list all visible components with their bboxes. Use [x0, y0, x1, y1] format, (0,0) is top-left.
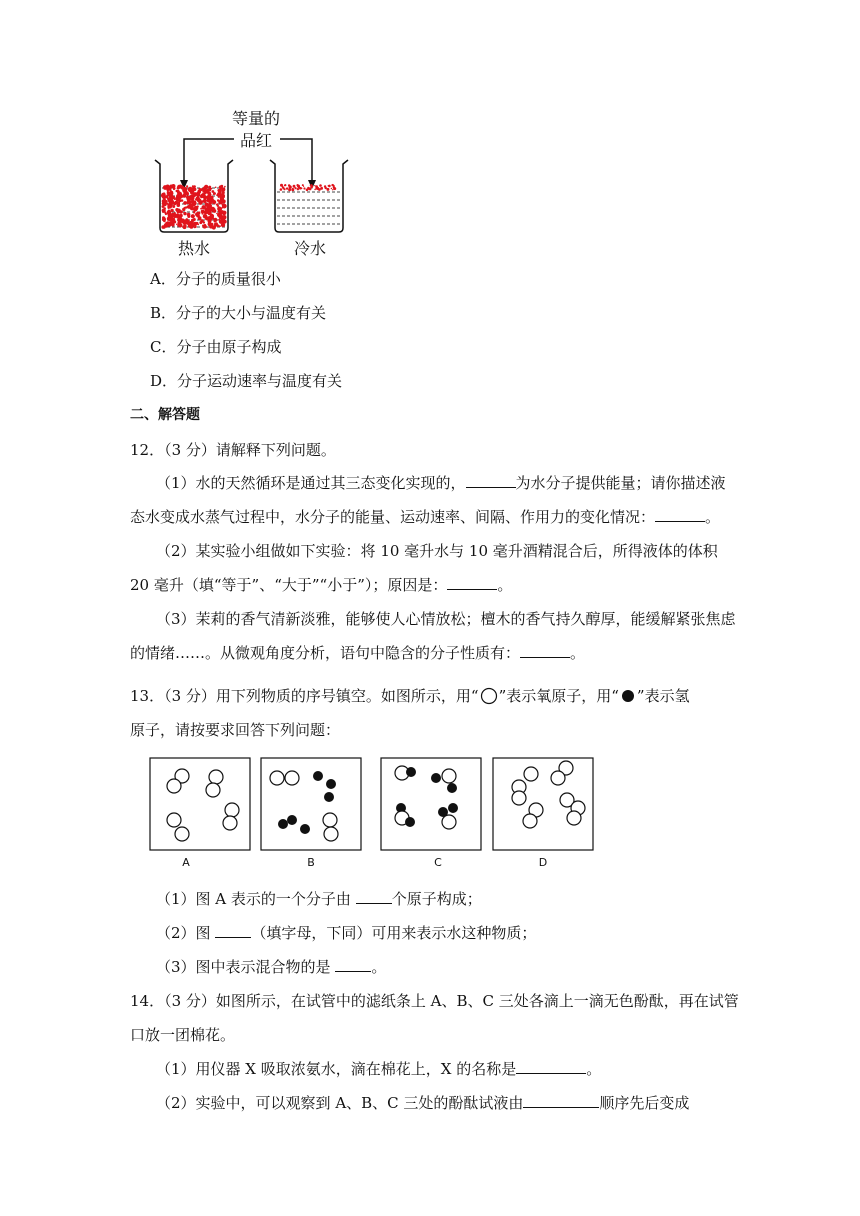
hydrogen-atom [326, 779, 336, 789]
hydrogen-atom [448, 803, 458, 813]
beaker-diagram [140, 100, 360, 262]
dye-particle [204, 211, 208, 215]
dye-particle [326, 188, 329, 191]
q12-part2-line2: 20 毫升（填“等于”、“大于”“小于”）；原因是： 。 [130, 576, 513, 594]
oxygen-atom [323, 813, 337, 827]
dye-particle [294, 187, 295, 188]
dye-particle [192, 189, 195, 192]
dye-particle [297, 185, 299, 187]
option-a: A．分子的质量很小 [150, 270, 281, 288]
answer-blank[interactable] [655, 507, 705, 522]
oxygen-atom [524, 767, 538, 781]
dye-particle [212, 190, 215, 193]
dye-particle [166, 186, 170, 190]
dye-particle [210, 188, 212, 190]
oxygen-atom [206, 783, 220, 797]
q13-part2: （2）图 （填字母，下同）可用来表示水这种物质； [156, 924, 537, 942]
oxygen-atom [442, 769, 456, 783]
hydrogen-atom [406, 767, 416, 777]
hot-water-label: 热水 [177, 239, 211, 258]
dye-particle [314, 185, 315, 186]
dye-particle [178, 214, 180, 216]
dye-particle [176, 224, 178, 226]
dye-particle [215, 187, 217, 189]
dye-particle [331, 188, 332, 189]
dye-particle [197, 191, 200, 194]
q12-part2-line1: （2）某实验小组做如下实验：将 10 毫升水与 10 毫升酒精混合后，所得液体的体积 [156, 542, 718, 560]
dye-particle [200, 188, 203, 191]
dye-particle [218, 200, 223, 205]
box-label-d: D [538, 856, 548, 869]
dye-particle [194, 226, 197, 229]
dye-particle [222, 215, 227, 220]
hydrogen-atom [287, 815, 297, 825]
oxygen-atom [167, 779, 181, 793]
q12-part3-line1: （3）茉莉的香气清新淡雅，能够使人心情放松；檀木的香气持久醇厚，能缓解紧张焦虑 [156, 610, 736, 628]
dye-particle [203, 214, 206, 217]
hydrogen-atom-icon [619, 687, 637, 707]
oxygen-atom [551, 771, 565, 785]
dye-particle [222, 204, 227, 209]
dye-particle [191, 219, 194, 222]
dye-particle [210, 218, 212, 220]
dye-particle [210, 213, 212, 215]
dye-particle [303, 187, 305, 189]
molecule-diagram [146, 752, 616, 874]
dye-particle [284, 184, 286, 186]
q14-part1: （1）用仪器 X 吸取浓氨水，滴在棉花上，X 的名称是 。 [156, 1060, 602, 1078]
dye-particle [165, 222, 167, 224]
dye-particle [332, 189, 333, 190]
dye-particle [220, 213, 222, 215]
answer-blank[interactable] [215, 923, 251, 938]
dye-particle [199, 221, 202, 224]
dye-particle [177, 202, 180, 205]
dye-particle [170, 209, 173, 212]
dye-particle [205, 186, 208, 189]
dye-particle [192, 185, 194, 187]
answer-blank[interactable] [516, 1059, 586, 1074]
oxygen-atom [285, 771, 299, 785]
dye-particle [168, 205, 172, 209]
oxygen-atom [512, 791, 526, 805]
dye-particle [324, 185, 326, 187]
dye-particle [176, 190, 178, 192]
dye-particle [163, 226, 166, 229]
answer-blank[interactable] [466, 473, 516, 488]
dye-particle [192, 197, 194, 199]
dye-particle [195, 213, 198, 216]
q12-part3-line2: 的情绪……。从微观角度分析，语句中隐含的分子性质有： 。 [130, 644, 586, 662]
dye-particle [320, 187, 323, 190]
q13-part3: （3）图中表示混合物的是 。 [156, 958, 387, 976]
dye-particle [188, 224, 191, 227]
dye-particle [224, 186, 226, 188]
dye-particle [333, 187, 336, 190]
option-c: C．分子由原子构成 [150, 338, 282, 356]
oxygen-atom [225, 803, 239, 817]
dye-particle [331, 184, 333, 186]
dye-particle [184, 225, 187, 228]
dye-particle [211, 199, 215, 203]
option-b: B．分子的大小与温度有关 [150, 304, 327, 322]
dye-particle [193, 192, 198, 197]
dye-particle [208, 216, 210, 218]
dye-particle [181, 199, 184, 202]
dye-particle [197, 197, 199, 199]
q13-stem-line1: 13．（3 分）用下列物质的序号镇空。如图所示，用“ ”表示氧原子，用“ ”表示氢 [130, 687, 690, 705]
dye-particle [181, 188, 183, 190]
red-dye-surface [280, 184, 337, 191]
dye-particle [298, 186, 300, 188]
dye-label-line1: 等量的 [231, 109, 281, 128]
box-label-b: B [307, 856, 315, 869]
dye-particle [219, 193, 221, 195]
dye-particle [216, 213, 218, 215]
dye-label-line2: 品红 [239, 131, 273, 150]
dye-particle [307, 187, 310, 190]
oxygen-atom [442, 815, 456, 829]
dye-particle [183, 186, 185, 188]
q14-stem-line1: 14．（3 分）如图所示，在试管中的滤纸条上 A、B、C 三处各滴上一滴无色酚酞，再在试管 [130, 992, 739, 1010]
dye-particle [183, 190, 188, 195]
hydrogen-atom [447, 783, 457, 793]
dye-particle [202, 205, 206, 209]
hydrogen-atom [300, 824, 310, 834]
oxygen-atom [167, 813, 181, 827]
option-d: D．分子运动速率与温度有关 [150, 372, 343, 390]
q12-stem: 12．（3 分）请解释下列问题。 [130, 441, 336, 459]
dye-particle [183, 201, 187, 205]
dye-particle [219, 225, 221, 227]
dye-particle [178, 195, 183, 200]
cold-water-label: 冷水 [293, 239, 327, 258]
dye-particle [219, 207, 222, 210]
dye-particle [289, 186, 292, 189]
dye-particle [198, 216, 202, 220]
dye-particle [176, 199, 178, 201]
dye-particle [204, 224, 206, 226]
q14-stem-line2: 口放一团棉花。 [130, 1026, 236, 1044]
oxygen-atom [270, 771, 284, 785]
hydrogen-atom [313, 771, 323, 781]
cold-water-lines [277, 192, 341, 224]
answer-blank[interactable] [447, 575, 497, 590]
oxygen-atom-icon [479, 687, 499, 707]
q14-part2: （2）实验中，可以观察到 A、B、C 三处的酚酞试液由 顺序先后变成 [156, 1094, 690, 1112]
dye-particle [174, 198, 176, 200]
dye-particle [163, 220, 166, 223]
hydrogen-atom [431, 773, 441, 783]
dye-particle [205, 202, 208, 205]
dye-particle [221, 191, 224, 194]
red-dye-dispersed [161, 184, 227, 230]
dye-particle [303, 186, 304, 187]
dye-particle [168, 199, 172, 203]
dye-particle [162, 195, 166, 199]
dye-particle [201, 193, 206, 198]
dye-particle [163, 199, 165, 201]
dye-particle [207, 191, 211, 195]
answer-blank[interactable] [356, 889, 392, 904]
dye-particle [186, 196, 189, 199]
dye-particle [222, 212, 226, 216]
oxygen-atom [175, 827, 189, 841]
dye-particle [210, 210, 212, 212]
hydrogen-atom [324, 792, 334, 802]
dye-particle [319, 184, 322, 187]
q12-part1-line2: 态水变成水蒸气过程中，水分子的能量、运动速率、间隔、作用力的变化情况： 。 [130, 508, 721, 526]
dye-particle [282, 187, 284, 189]
dye-particle [206, 226, 208, 228]
dye-particle [178, 223, 183, 228]
dye-particle [315, 187, 318, 190]
dye-particle [310, 185, 312, 187]
dye-particle [191, 225, 194, 228]
dye-particle [215, 219, 217, 221]
dye-particle [302, 184, 304, 186]
dye-particle [171, 221, 174, 224]
dye-particle [189, 204, 192, 207]
dye-particle [210, 224, 212, 226]
dye-particle [219, 185, 223, 189]
dye-particle [171, 192, 173, 194]
dye-particle [172, 205, 175, 208]
dye-particle [179, 214, 182, 217]
dye-particle [187, 215, 190, 218]
oxygen-atom [209, 770, 223, 784]
oxygen-atom [223, 816, 237, 830]
dye-particle [177, 185, 181, 189]
dye-particle [328, 185, 331, 188]
section-title: 二、解答题 [130, 407, 200, 423]
dye-particle [214, 193, 216, 195]
answer-blank[interactable] [520, 643, 570, 658]
dye-particle [196, 222, 199, 225]
dye-particle [217, 203, 219, 205]
answer-blank[interactable] [523, 1093, 599, 1108]
q13-part1: （1）图 A 表示的一个分子由 个原子构成； [156, 890, 482, 908]
dye-particle [280, 188, 283, 191]
hydrogen-atom [405, 817, 415, 827]
dye-particle [184, 219, 187, 222]
dye-particle [173, 187, 175, 189]
q12-part1-line1: （1）水的天然循环是通过其三态变化实现的， 为水分子提供能量；请你描述液 [156, 474, 726, 492]
oxygen-atom [324, 827, 338, 841]
dye-particle [222, 221, 224, 223]
dye-particle [193, 207, 197, 211]
dye-particle [186, 185, 188, 187]
oxygen-atom [567, 811, 581, 825]
hot-water-beaker [155, 160, 233, 232]
dye-particle [183, 212, 186, 215]
dye-particle [203, 199, 207, 203]
dye-particle [178, 209, 181, 212]
dye-particle [212, 225, 216, 229]
box-label-a: A [182, 856, 190, 869]
dye-particle [185, 206, 187, 208]
dye-particle [191, 214, 195, 218]
q13-stem-line2: 原子，请按要求回答下列问题： [130, 721, 341, 739]
dye-particle [162, 202, 165, 205]
oxygen-atom [523, 814, 537, 828]
dye-particle [286, 187, 288, 189]
answer-blank[interactable] [335, 957, 371, 972]
dye-particle [192, 201, 195, 204]
dye-particle [223, 205, 225, 207]
atoms [167, 761, 585, 841]
box-label-c: C [434, 856, 442, 869]
dye-particle [190, 195, 192, 197]
dye-particle [292, 188, 294, 190]
dye-particle [164, 212, 166, 214]
cold-water-beaker [270, 160, 348, 232]
dye-particle [202, 225, 204, 227]
dye-particle [171, 213, 174, 216]
dye-particle [207, 199, 209, 201]
hydrogen-atom [278, 819, 288, 829]
dye-particle [288, 188, 291, 191]
